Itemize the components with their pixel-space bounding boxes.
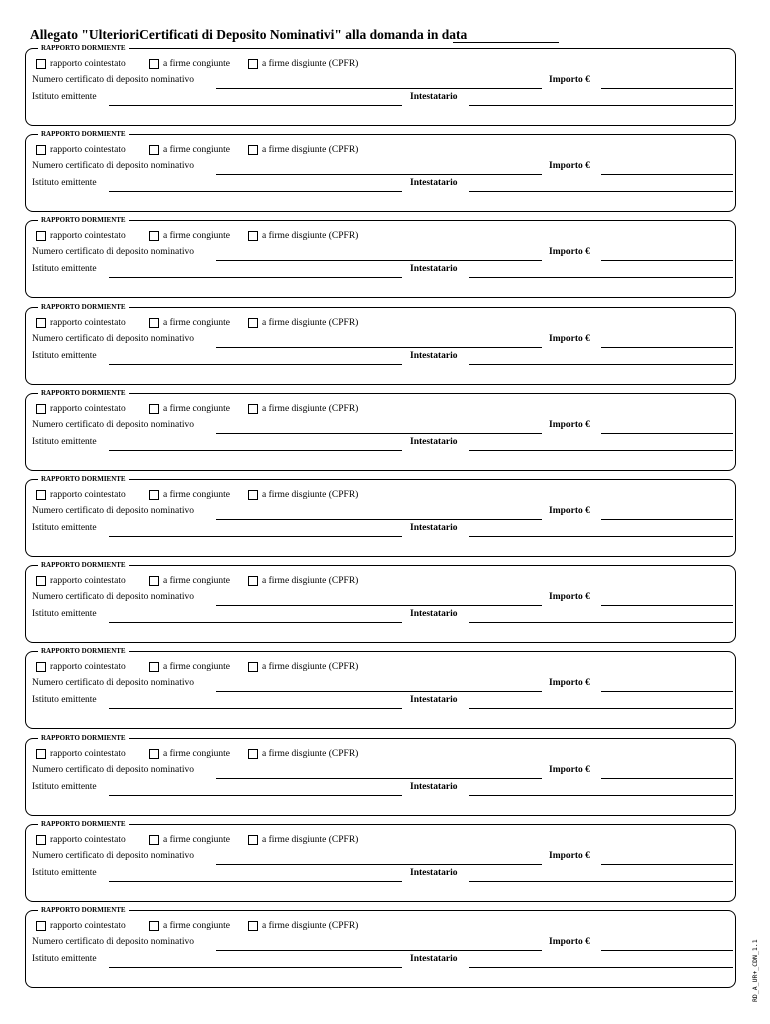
istituto-emittente-field[interactable] — [109, 277, 402, 278]
istituto-emittente-label: Istituto emittente — [32, 782, 97, 792]
intestatario-label: Intestatario — [410, 609, 458, 619]
option-cointestato[interactable] — [36, 660, 126, 674]
date-field[interactable] — [453, 42, 559, 43]
numero-certificato-label: Numero certificato di deposito nominativo — [32, 420, 194, 430]
importo-label: Importo € — [549, 334, 590, 344]
option-firme-congiunte-label: a firme congiunte — [163, 231, 231, 241]
importo-field[interactable] — [601, 88, 733, 89]
checkbox-firme-congiunte[interactable] — [149, 835, 159, 845]
numero-certificato-label: Numero certificato di deposito nominativo — [32, 678, 194, 688]
checkbox-firme-congiunte[interactable] — [149, 59, 159, 69]
checkbox-firme-disgiunte[interactable] — [248, 749, 258, 759]
section-header: RAPPORTO DORMIENTE — [38, 733, 129, 743]
checkbox-cointestato[interactable] — [36, 921, 46, 931]
rapporto-dormiente-block — [25, 561, 736, 643]
checkbox-firme-disgiunte[interactable] — [248, 490, 258, 500]
importo-label: Importo € — [549, 592, 590, 602]
checkbox-firme-disgiunte[interactable] — [248, 318, 258, 328]
importo-field[interactable] — [601, 347, 733, 348]
checkbox-cointestato[interactable] — [36, 576, 46, 586]
section-header: RAPPORTO DORMIENTE — [38, 905, 129, 915]
numero-certificato-field[interactable] — [216, 864, 542, 865]
numero-certificato-label: Numero certificato di deposito nominativo — [32, 851, 194, 861]
checkbox-firme-disgiunte[interactable] — [248, 231, 258, 241]
importo-label: Importo € — [549, 678, 590, 688]
section-header: RAPPORTO DORMIENTE — [38, 129, 129, 139]
importo-label: Importo € — [549, 851, 590, 861]
checkbox-firme-congiunte[interactable] — [149, 576, 159, 586]
option-firme-congiunte[interactable] — [149, 488, 230, 502]
section-header: RAPPORTO DORMIENTE — [38, 215, 129, 225]
checkbox-firme-disgiunte[interactable] — [248, 921, 258, 931]
intestatario-field[interactable] — [469, 191, 733, 192]
option-firme-disgiunte[interactable] — [248, 316, 358, 330]
option-firme-congiunte[interactable] — [149, 919, 230, 933]
option-firme-disgiunte[interactable] — [248, 143, 358, 157]
option-firme-congiunte-label: a firme congiunte — [163, 404, 231, 414]
istituto-emittente-field[interactable] — [109, 708, 402, 709]
rapporto-dormiente-block — [25, 216, 736, 298]
option-cointestato[interactable] — [36, 919, 126, 933]
option-cointestato-label: rapporto cointestato — [50, 490, 126, 500]
intestatario-field[interactable] — [469, 277, 733, 278]
istituto-emittente-label: Istituto emittente — [32, 92, 97, 102]
option-cointestato[interactable] — [36, 488, 126, 502]
importo-field[interactable] — [601, 605, 733, 606]
checkbox-firme-congiunte[interactable] — [149, 318, 159, 328]
importo-field[interactable] — [601, 950, 733, 951]
checkbox-cointestato[interactable] — [36, 749, 46, 759]
option-cointestato-label: rapporto cointestato — [50, 318, 126, 328]
intestatario-label: Intestatario — [410, 264, 458, 274]
checkbox-cointestato[interactable] — [36, 490, 46, 500]
numero-certificato-label: Numero certificato di deposito nominativo — [32, 334, 194, 344]
intestatario-label: Intestatario — [410, 954, 458, 964]
option-cointestato[interactable] — [36, 747, 126, 761]
option-firme-disgiunte-label: a firme disgiunte (CPFR) — [262, 662, 359, 672]
option-cointestato[interactable] — [36, 143, 126, 157]
option-firme-disgiunte-label: a firme disgiunte (CPFR) — [262, 921, 359, 931]
numero-certificato-field[interactable] — [216, 174, 542, 175]
istituto-emittente-field[interactable] — [109, 191, 402, 192]
checkbox-firme-congiunte[interactable] — [149, 231, 159, 241]
option-firme-disgiunte[interactable] — [248, 833, 358, 847]
numero-certificato-label: Numero certificato di deposito nominativo — [32, 592, 194, 602]
section-header: RAPPORTO DORMIENTE — [38, 388, 129, 398]
intestatario-label: Intestatario — [410, 868, 458, 878]
importo-field[interactable] — [601, 260, 733, 261]
option-cointestato-label: rapporto cointestato — [50, 921, 126, 931]
intestatario-field[interactable] — [469, 622, 733, 623]
intestatario-field[interactable] — [469, 536, 733, 537]
section-header: RAPPORTO DORMIENTE — [38, 646, 129, 656]
numero-certificato-label: Numero certificato di deposito nominativo — [32, 765, 194, 775]
intestatario-field[interactable] — [469, 881, 733, 882]
option-firme-congiunte-label: a firme congiunte — [163, 318, 231, 328]
option-firme-disgiunte[interactable] — [248, 229, 358, 243]
option-firme-disgiunte-label: a firme disgiunte (CPFR) — [262, 749, 359, 759]
option-cointestato[interactable] — [36, 833, 126, 847]
istituto-emittente-field[interactable] — [109, 795, 402, 796]
option-cointestato[interactable] — [36, 402, 126, 416]
checkbox-firme-congiunte[interactable] — [149, 145, 159, 155]
checkbox-firme-disgiunte[interactable] — [248, 145, 258, 155]
intestatario-label: Intestatario — [410, 178, 458, 188]
numero-certificato-field[interactable] — [216, 778, 542, 779]
rapporto-dormiente-block — [25, 906, 736, 988]
option-firme-congiunte-label: a firme congiunte — [163, 749, 231, 759]
option-firme-disgiunte[interactable] — [248, 747, 358, 761]
option-firme-disgiunte[interactable] — [248, 57, 358, 71]
option-firme-disgiunte[interactable] — [248, 574, 358, 588]
option-cointestato-label: rapporto cointestato — [50, 662, 126, 672]
importo-label: Importo € — [549, 75, 590, 85]
option-firme-disgiunte-label: a firme disgiunte (CPFR) — [262, 59, 359, 69]
checkbox-cointestato[interactable] — [36, 662, 46, 672]
option-firme-congiunte[interactable] — [149, 747, 230, 761]
section-header: RAPPORTO DORMIENTE — [38, 302, 129, 312]
checkbox-firme-disgiunte[interactable] — [248, 835, 258, 845]
intestatario-field[interactable] — [469, 450, 733, 451]
rapporto-dormiente-block — [25, 389, 736, 471]
rapporto-dormiente-block — [25, 44, 736, 126]
section-header: RAPPORTO DORMIENTE — [38, 43, 129, 53]
option-firme-congiunte-label: a firme congiunte — [163, 576, 231, 586]
checkbox-cointestato[interactable] — [36, 145, 46, 155]
checkbox-cointestato[interactable] — [36, 835, 46, 845]
rapporto-dormiente-block — [25, 475, 736, 557]
option-cointestato-label: rapporto cointestato — [50, 749, 126, 759]
numero-certificato-field[interactable] — [216, 691, 542, 692]
checkbox-firme-congiunte[interactable] — [149, 404, 159, 414]
option-firme-disgiunte-label: a firme disgiunte (CPFR) — [262, 835, 359, 845]
option-firme-disgiunte-label: a firme disgiunte (CPFR) — [262, 404, 359, 414]
istituto-emittente-label: Istituto emittente — [32, 351, 97, 361]
numero-certificato-label: Numero certificato di deposito nominativo — [32, 937, 194, 947]
intestatario-field[interactable] — [469, 967, 733, 968]
checkbox-cointestato[interactable] — [36, 231, 46, 241]
page-title: Allegato "UlterioriCertificati di Deposito Nominativi" alla domanda in data — [30, 27, 468, 42]
rapporto-dormiente-block — [25, 647, 736, 729]
intestatario-field[interactable] — [469, 364, 733, 365]
intestatario-field[interactable] — [469, 795, 733, 796]
checkbox-firme-congiunte[interactable] — [149, 662, 159, 672]
option-firme-disgiunte[interactable] — [248, 919, 358, 933]
importo-field[interactable] — [601, 174, 733, 175]
option-cointestato-label: rapporto cointestato — [50, 59, 126, 69]
option-firme-congiunte[interactable] — [149, 229, 230, 243]
intestatario-field[interactable] — [469, 105, 733, 106]
numero-certificato-field[interactable] — [216, 519, 542, 520]
intestatario-label: Intestatario — [410, 523, 458, 533]
option-cointestato-label: rapporto cointestato — [50, 145, 126, 155]
intestatario-label: Intestatario — [410, 437, 458, 447]
checkbox-firme-disgiunte[interactable] — [248, 59, 258, 69]
checkbox-firme-disgiunte[interactable] — [248, 662, 258, 672]
option-firme-congiunte-label: a firme congiunte — [163, 59, 231, 69]
istituto-emittente-field[interactable] — [109, 622, 402, 623]
option-firme-congiunte[interactable] — [149, 57, 230, 71]
checkbox-firme-congiunte[interactable] — [149, 490, 159, 500]
numero-certificato-field[interactable] — [216, 605, 542, 606]
importo-label: Importo € — [549, 161, 590, 171]
option-cointestato-label: rapporto cointestato — [50, 404, 126, 414]
importo-label: Importo € — [549, 937, 590, 947]
checkbox-cointestato[interactable] — [36, 59, 46, 69]
numero-certificato-field[interactable] — [216, 88, 542, 89]
numero-certificato-field[interactable] — [216, 433, 542, 434]
option-firme-congiunte-label: a firme congiunte — [163, 921, 231, 931]
checkbox-firme-congiunte[interactable] — [149, 749, 159, 759]
option-cointestato-label: rapporto cointestato — [50, 576, 126, 586]
importo-field[interactable] — [601, 778, 733, 779]
numero-certificato-field[interactable] — [216, 260, 542, 261]
importo-label: Importo € — [549, 247, 590, 257]
istituto-emittente-label: Istituto emittente — [32, 523, 97, 533]
option-cointestato[interactable] — [36, 57, 126, 71]
rapporto-dormiente-block — [25, 130, 736, 212]
option-firme-congiunte[interactable] — [149, 660, 230, 674]
form-code: RD_A_UR+_CDN_1.1 — [751, 939, 759, 1002]
intestatario-label: Intestatario — [410, 92, 458, 102]
numero-certificato-field[interactable] — [216, 347, 542, 348]
checkbox-firme-disgiunte[interactable] — [248, 576, 258, 586]
section-header: RAPPORTO DORMIENTE — [38, 819, 129, 829]
option-firme-disgiunte-label: a firme disgiunte (CPFR) — [262, 145, 359, 155]
importo-field[interactable] — [601, 433, 733, 434]
option-cointestato-label: rapporto cointestato — [50, 231, 126, 241]
checkbox-firme-disgiunte[interactable] — [248, 404, 258, 414]
option-cointestato[interactable] — [36, 574, 126, 588]
numero-certificato-label: Numero certificato di deposito nominativo — [32, 247, 194, 257]
importo-label: Importo € — [549, 420, 590, 430]
option-firme-disgiunte-label: a firme disgiunte (CPFR) — [262, 576, 359, 586]
option-firme-disgiunte-label: a firme disgiunte (CPFR) — [262, 231, 359, 241]
option-firme-congiunte-label: a firme congiunte — [163, 490, 231, 500]
option-firme-disgiunte-label: a firme disgiunte (CPFR) — [262, 318, 359, 328]
option-cointestato[interactable] — [36, 316, 126, 330]
rapporto-dormiente-block — [25, 734, 736, 816]
istituto-emittente-field[interactable] — [109, 536, 402, 537]
istituto-emittente-field[interactable] — [109, 364, 402, 365]
istituto-emittente-field[interactable] — [109, 967, 402, 968]
option-firme-congiunte-label: a firme congiunte — [163, 662, 231, 672]
option-firme-congiunte[interactable] — [149, 316, 230, 330]
istituto-emittente-label: Istituto emittente — [32, 178, 97, 188]
option-firme-congiunte[interactable] — [149, 143, 230, 157]
checkbox-cointestato[interactable] — [36, 318, 46, 328]
option-firme-disgiunte[interactable] — [248, 660, 358, 674]
importo-field[interactable] — [601, 691, 733, 692]
istituto-emittente-label: Istituto emittente — [32, 264, 97, 274]
intestatario-label: Intestatario — [410, 351, 458, 361]
istituto-emittente-label: Istituto emittente — [32, 954, 97, 964]
option-firme-congiunte[interactable] — [149, 402, 230, 416]
option-firme-congiunte[interactable] — [149, 574, 230, 588]
istituto-emittente-label: Istituto emittente — [32, 695, 97, 705]
section-header: RAPPORTO DORMIENTE — [38, 560, 129, 570]
option-firme-disgiunte[interactable] — [248, 488, 358, 502]
intestatario-label: Intestatario — [410, 782, 458, 792]
importo-field[interactable] — [601, 519, 733, 520]
checkbox-firme-congiunte[interactable] — [149, 921, 159, 931]
numero-certificato-field[interactable] — [216, 950, 542, 951]
option-firme-disgiunte[interactable] — [248, 402, 358, 416]
option-firme-congiunte[interactable] — [149, 833, 230, 847]
numero-certificato-label: Numero certificato di deposito nominativo — [32, 161, 194, 171]
rapporto-dormiente-block — [25, 820, 736, 902]
numero-certificato-label: Numero certificato di deposito nominativo — [32, 506, 194, 516]
importo-label: Importo € — [549, 506, 590, 516]
section-header: RAPPORTO DORMIENTE — [38, 474, 129, 484]
intestatario-field[interactable] — [469, 708, 733, 709]
rapporto-dormiente-block — [25, 303, 736, 385]
istituto-emittente-label: Istituto emittente — [32, 609, 97, 619]
numero-certificato-label: Numero certificato di deposito nominativo — [32, 75, 194, 85]
importo-label: Importo € — [549, 765, 590, 775]
option-firme-congiunte-label: a firme congiunte — [163, 145, 231, 155]
istituto-emittente-field[interactable] — [109, 105, 402, 106]
option-cointestato-label: rapporto cointestato — [50, 835, 126, 845]
option-cointestato[interactable] — [36, 229, 126, 243]
istituto-emittente-label: Istituto emittente — [32, 437, 97, 447]
option-firme-disgiunte-label: a firme disgiunte (CPFR) — [262, 490, 359, 500]
checkbox-cointestato[interactable] — [36, 404, 46, 414]
istituto-emittente-field[interactable] — [109, 881, 402, 882]
istituto-emittente-field[interactable] — [109, 450, 402, 451]
option-firme-congiunte-label: a firme congiunte — [163, 835, 231, 845]
importo-field[interactable] — [601, 864, 733, 865]
intestatario-label: Intestatario — [410, 695, 458, 705]
istituto-emittente-label: Istituto emittente — [32, 868, 97, 878]
